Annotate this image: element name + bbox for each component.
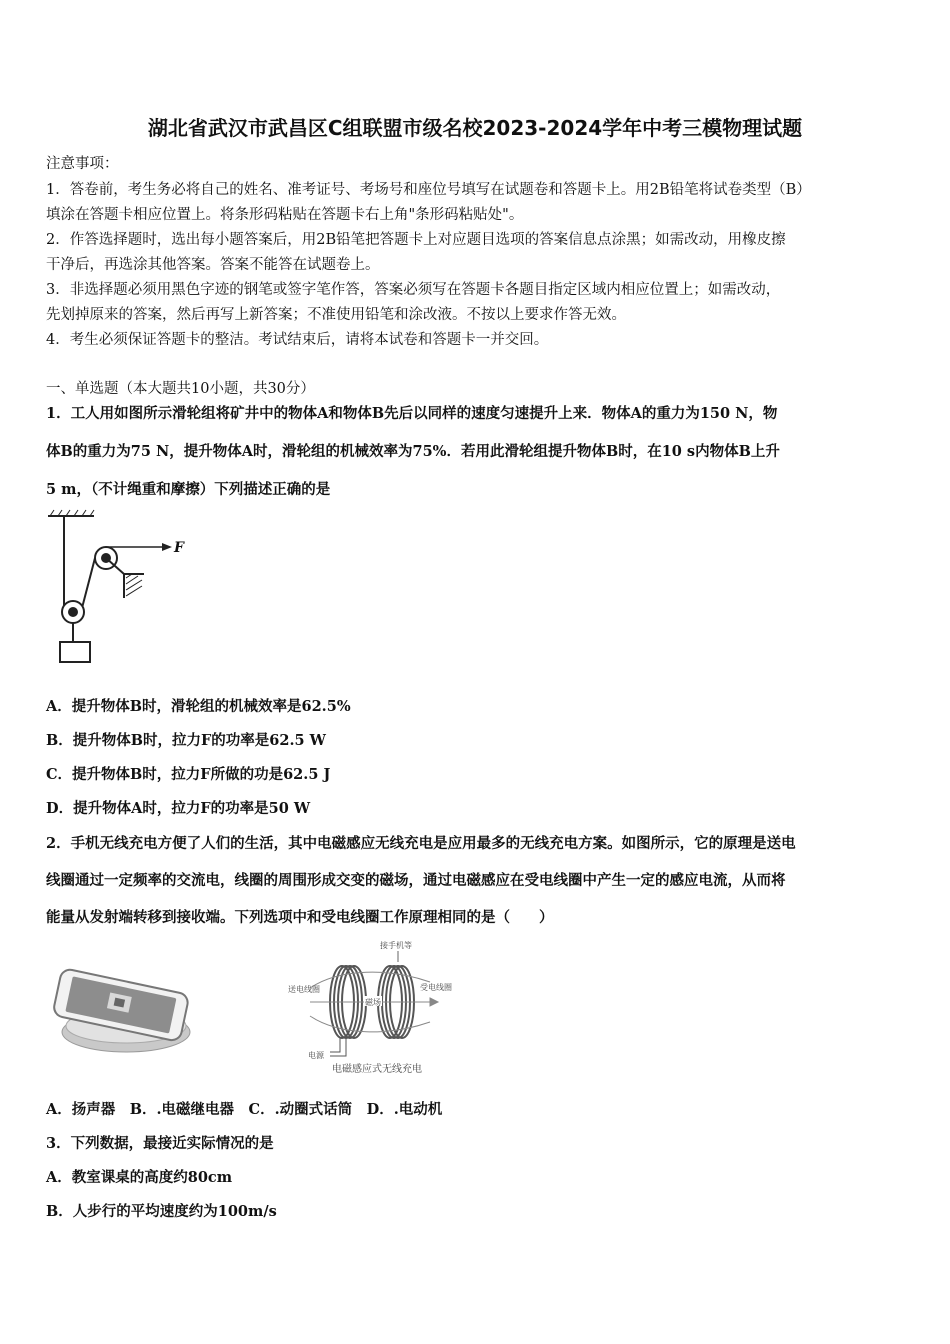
question-1-option-a: A．提升物体B时，滑轮组的机械效率是62.5% — [46, 698, 351, 715]
phone-charging-photo — [46, 960, 196, 1060]
question-2-options: A．扬声器 B．.电磁继电器 C．.动圈式话筒 D．.电动机 — [46, 1101, 443, 1118]
notice-line: 4．考生必须保证答题卡的整洁。考试结束后，请将本试卷和答题卡一并交回。 — [46, 332, 549, 348]
section-heading: 一、单选题（本大题共10小题，共30分） — [46, 381, 315, 397]
force-label: F — [174, 540, 184, 556]
question-1-line: 5 m，（不计绳重和摩擦）下列描述正确的是 — [46, 481, 331, 498]
question-1-line: 1．工人用如图所示滑轮组将矿井中的物体A和物体B先后以同样的速度匀速提升上来．物体A的重力为150 N，物 — [46, 405, 778, 422]
pulley-diagram — [44, 508, 194, 668]
page-title: 湖北省武汉市武昌区C组联盟市级名校2023-2024学年中考三模物理试题 — [147, 116, 803, 140]
notice-line: 填涂在答题卡相应位置上。将条形码粘贴在答题卡右上角"条形码粘贴处"。 — [46, 207, 524, 223]
notice-line: 3．非选择题必须用黑色字迹的钢笔或签字笔作答，答案必须写在答题卡各题目指定区域内相应位置上；如需改动， — [46, 282, 781, 298]
diagram-label-center: 磁场 — [365, 998, 381, 1007]
notice-line: 1．答卷前，考生务必将自己的姓名、准考证号、考场号和座位号填写在试题卷和答题卡上。用2B铅笔将试卷类型（B） — [46, 182, 811, 198]
notice-line: 2．作答选择题时，选出每小题答案后，用2B铅笔把答题卡上对应题目选项的答案信息点涂黑；如需改动，用橡皮擦 — [46, 232, 786, 248]
question-1-option-b: B．提升物体B时，拉力F的功率是62.5 W — [46, 732, 326, 749]
diagram-label-source: 电源 — [308, 1051, 324, 1060]
notice-heading: 注意事项： — [46, 156, 119, 172]
wireless-charging-diagram — [280, 938, 460, 1078]
question-1-option-d: D．提升物体A时，拉力F的功率是50 W — [46, 800, 311, 817]
question-2-line: 2．手机无线充电方便了人们的生活，其中电磁感应无线充电是应用最多的无线充电方案。如图所示，它的原理是送电 — [46, 835, 796, 852]
diagram-label-right: 受电线圈 — [420, 983, 452, 992]
diagram-label-left: 送电线圈 — [288, 985, 320, 994]
notice-line: 先划掉原来的答案，然后再写上新答案；不准使用铅笔和涂改液。不按以上要求作答无效。 — [46, 307, 626, 323]
question-1-line: 体B的重力为75 N，提升物体A时，滑轮组的机械效率为75%．若用此滑轮组提升物体B时，在10 s内物体B上升 — [46, 443, 780, 460]
question-2-line: 线圈通过一定频率的交流电，线圈的周围形成交变的磁场，通过电磁感应在受电线圈中产生一定的感应电流，从而将 — [46, 872, 786, 889]
diagram-label-top: 接手机等 — [380, 941, 412, 950]
question-1-option-c: C．提升物体B时，拉力F所做的功是62.5 J — [46, 766, 331, 783]
question-3-option-b: B．人步行的平均速度约为100m/s — [46, 1203, 277, 1220]
diagram-caption: 电磁感应式无线充电 — [332, 1064, 422, 1075]
question-3-option-a: A．教室课桌的高度约80cm — [46, 1169, 233, 1186]
question-2-line: 能量从发射端转移到接收端。下列选项中和受电线圈工作原理相同的是（ ） — [46, 909, 554, 926]
question-3-stem: 3．下列数据，最接近实际情况的是 — [46, 1135, 274, 1152]
notice-line: 干净后，再选涂其他答案。答案不能答在试题卷上。 — [46, 257, 380, 273]
